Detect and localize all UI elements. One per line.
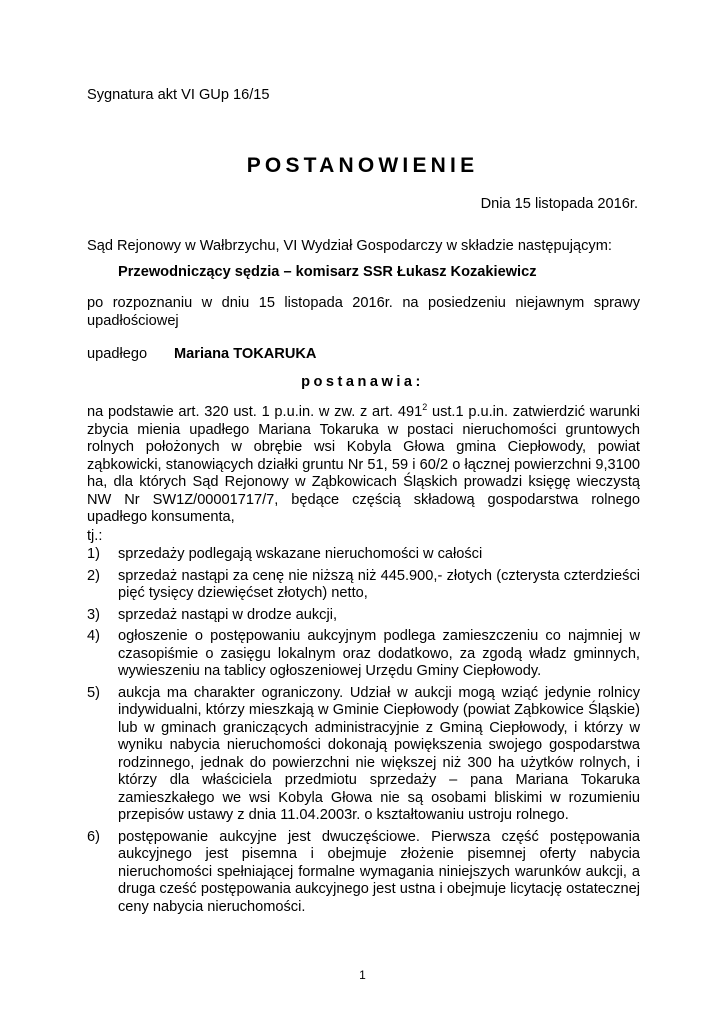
list-item bbox=[87, 607, 640, 625]
conditions-list bbox=[87, 546, 640, 920]
list-item-number: 2) bbox=[87, 567, 100, 584]
list-item bbox=[87, 685, 640, 825]
list-item-text: ogłoszenie o postępowaniu aukcyjnym podlega zamieszczeniu co najmniej w czasopiśmie o zasięgu lokalnym oraz dodatkowo, za zgodą władz gminnych, wywieszeniu na tablicy ogłoszeniowej Urzędu Gminy Ciepłowody. bbox=[118, 628, 640, 679]
list-item bbox=[87, 628, 640, 681]
list-item-text: sprzedaż nastąpi za cenę nie niższą niż 445.900,- złotych (czterysta czterdzieści pięć tysięcy dziewięćset złotych) netto, bbox=[118, 567, 640, 601]
document-title: POSTANOWIENIE bbox=[246, 154, 479, 177]
list-item bbox=[87, 546, 640, 564]
consideration-paragraph: po rozpoznaniu w dniu 15 listopada 2016r. na posiedzeniu niejawnym sprawy upadłościowej bbox=[87, 295, 640, 329]
list-item-number: 3) bbox=[87, 606, 100, 623]
list-intro: tj.: bbox=[87, 528, 103, 544]
list-item-number: 6) bbox=[87, 828, 100, 845]
case-signature: Sygnatura akt VI GUp 16/15 bbox=[87, 87, 270, 103]
list-item-number: 4) bbox=[87, 628, 100, 644]
decision-heading: postanawia: bbox=[301, 374, 424, 390]
decision-paragraph bbox=[87, 404, 640, 527]
list-item-text: sprzedaży podlegają wskazane nieruchomości w całości bbox=[118, 546, 483, 562]
document-date: Dnia 15 listopada 2016r. bbox=[480, 196, 638, 212]
paragraph-part-a: na podstawie art. 320 ust. 1 p.u.in. w zw. z art. 491 bbox=[87, 404, 423, 420]
bankrupt-name: Mariana TOKARUKA bbox=[174, 346, 317, 362]
list-item-text: postępowanie aukcyjne jest dwuczęściowe. Pierwsza część postępowania aukcyjnego jest pisemna i obejmuje złożenie pisemnej oferty nabycia nieruchomości spełniającej formalne wymagania niniejszych warunków aukcji, a druga cześć postępowania aukcyjnego jest ustna i obejmuje licytację ostatecznej ceny nabycia nieruchomości. bbox=[118, 828, 640, 915]
paragraph-part-b: ust.1 p.u.in. zatwierdzić warunki zbycia mienia upadłego Mariana Tokaruka w postaci nieruchomości gruntowych rolnych położonych w obrębie wsi Kobyla Głowa gmina Ciepłowody, powiat ząbkowicki, stanowiących działki gruntu Nr 51, 59 i 60/2 o łącznej powierzchni 9,3100 ha, dla których Sąd Rejonowy w Ząbkowicach Śląskich prowadzi księgę wieczystą NW Nr SW1Z/00001717/7, będące częścią składową gospodarstwa rolnego upadłego konsumenta, bbox=[87, 404, 641, 525]
superscript: 2 bbox=[422, 402, 428, 413]
page-number: 1 bbox=[359, 968, 366, 982]
presiding-judge: Przewodniczący sędzia – komisarz SSR Łukasz Kozakiewicz bbox=[118, 264, 537, 280]
bankrupt-label: upadłego bbox=[87, 346, 148, 362]
list-item-number: 5) bbox=[87, 684, 100, 701]
list-item-text: sprzedaż nastąpi w drodze aukcji, bbox=[118, 606, 338, 623]
list-item bbox=[87, 568, 640, 603]
list-item-text: aukcja ma charakter ograniczony. Udział w aukcji mogą wziąć jedynie rolnicy indywidualni, którzy mieszkają w Gminie Ciepłowody (powiat Ząbkowice Śląskie) lub w gminach graniczących administracyjnie z Gminą Ciepłowody, i którzy w wyniku nabycia nieruchomości dokonają powiększenia swojego gospodarstwa rodzinnego, jednak do powierzchni nie większej niż 300 ha użytków rolnych, i którzy dla właściciela przedmiotu sprzedaży – pana Mariana Tokaruka zamieszkałego we wsi Kobyla Głowa nie są osobami bliskimi w rozumieniu przepisów ustawy z dnia 11.04.2003r. o kształtowaniu ustroju rolnego. bbox=[118, 684, 640, 823]
list-item-number: 1) bbox=[87, 546, 100, 562]
court-composition: Sąd Rejonowy w Wałbrzychu, VI Wydział Gospodarczy w składzie następującym: bbox=[87, 238, 612, 254]
list-item bbox=[87, 829, 640, 917]
